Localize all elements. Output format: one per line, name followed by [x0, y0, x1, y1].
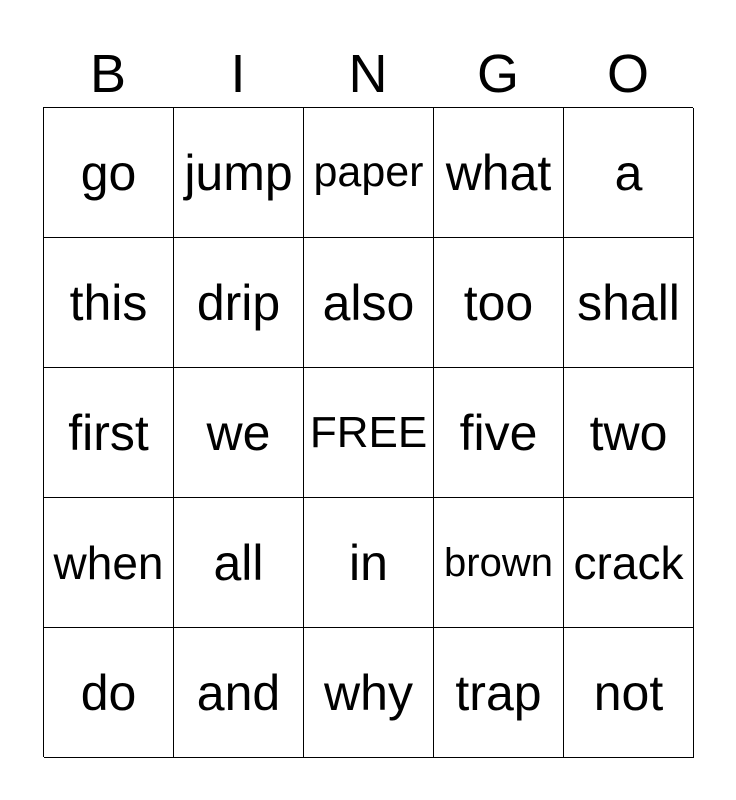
bingo-cell-r2-c5[interactable]: shall — [564, 238, 694, 368]
bingo-header — [43, 40, 693, 108]
bingo-cell-r1-c4[interactable]: what — [434, 108, 564, 238]
header-letter-g: G — [476, 44, 519, 104]
free-space-cell[interactable]: FREE — [304, 368, 434, 498]
bingo-cell-r5-c5[interactable]: not — [564, 628, 694, 758]
bingo-cell-r5-c3[interactable]: why — [304, 628, 434, 758]
bingo-cell-r4-c4[interactable]: brown — [434, 498, 564, 628]
header-letter-n: N — [348, 44, 388, 104]
bingo-cell-r5-c2[interactable]: and — [174, 628, 304, 758]
bingo-cell-r1-c1[interactable]: go — [44, 108, 174, 238]
bingo-cell-r2-c1[interactable]: this — [44, 238, 174, 368]
bingo-cell-r2-c3[interactable]: also — [304, 238, 434, 368]
bingo-cell-r2-c2[interactable]: drip — [174, 238, 304, 368]
header-letter-b: B — [89, 44, 127, 104]
bingo-cell-r3-c4[interactable]: five — [434, 368, 564, 498]
bingo-cell-r1-c3[interactable]: paper — [304, 108, 434, 238]
bingo-cell-r3-c5[interactable]: two — [564, 368, 694, 498]
bingo-cell-r5-c4[interactable]: trap — [434, 628, 564, 758]
bingo-cell-r4-c1[interactable]: when — [44, 498, 174, 628]
bingo-board — [43, 107, 693, 757]
header-letter-o: O — [606, 44, 649, 104]
bingo-cell-r5-c1[interactable]: do — [44, 628, 174, 758]
header-letter-i: I — [230, 44, 246, 104]
bingo-cell-r2-c4[interactable]: too — [434, 238, 564, 368]
bingo-cell-r3-c1[interactable]: first — [44, 368, 174, 498]
bingo-cell-r4-c3[interactable]: in — [304, 498, 434, 628]
bingo-cell-r4-c2[interactable]: all — [174, 498, 304, 628]
bingo-cell-r1-c5[interactable]: a — [564, 108, 694, 238]
bingo-cell-r4-c5[interactable]: crack — [564, 498, 694, 628]
bingo-cell-r3-c2[interactable]: we — [174, 368, 304, 498]
bingo-cell-r1-c2[interactable]: jump — [174, 108, 304, 238]
